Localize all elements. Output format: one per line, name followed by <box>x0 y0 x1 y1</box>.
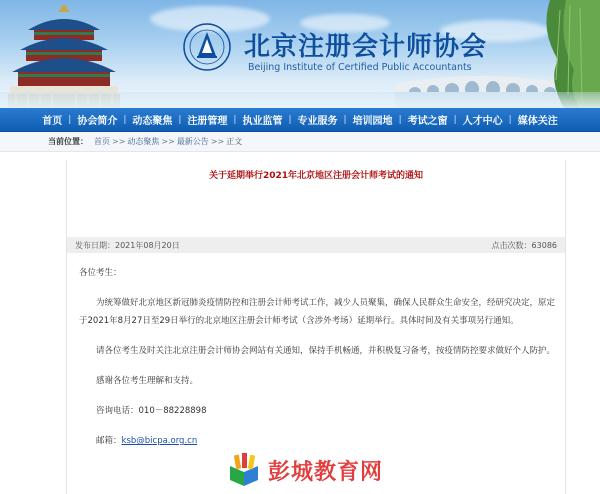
nav-item-training[interactable]: 培训园地 <box>352 116 393 127</box>
greeting: 各位考生： <box>79 268 122 278</box>
view-count: 点击次数：63086 <box>491 240 557 250</box>
nav-item-news[interactable]: 动态聚焦 <box>132 116 173 127</box>
nav-separator: | <box>233 114 237 125</box>
nav-separator: | <box>288 114 292 125</box>
article-meta-bar <box>67 237 565 253</box>
bicpa-logo-icon <box>182 22 232 72</box>
paragraph-2: 请各位考生及时关注北京注册会计师协会网站有关通知，保持手机畅通，并积极复习备考，按疫情防控要求做好个人防护。 <box>96 346 556 356</box>
pencil-book-logo-icon <box>226 452 262 488</box>
breadcrumb-label: 当前位置： <box>48 137 88 146</box>
header-banner <box>0 0 600 108</box>
nav-item-media[interactable]: 媒体关注 <box>517 116 558 127</box>
nav-item-talent[interactable]: 人才中心 <box>462 116 503 127</box>
article-title: 关于延期举行2021年北京地区注册会计师考试的通知 <box>208 171 424 181</box>
lake-water <box>0 92 600 108</box>
paragraph-3: 感谢各位考生理解和支持。 <box>96 376 199 386</box>
contact-email <box>79 432 557 450</box>
main-nav <box>0 108 600 132</box>
site-subtitle: Beijing Institute of Certified Public Accountants <box>248 62 472 73</box>
nav-item-about[interactable]: 协会简介 <box>77 116 118 127</box>
breadcrumb <box>0 132 600 152</box>
breadcrumb-home[interactable]: 首页 <box>94 137 110 146</box>
paragraph-1: 为统筹做好北京地区新冠肺炎疫情防控和注册会计师考试工作，减少人员聚集，确保人民群众生命安全，经研究决定，原定于2021年8月27日至29日举行的北京地区注册会计师考试（含涉外考场）延期举行。具体时间及有关事项另行通知。 <box>79 298 556 326</box>
article-container <box>66 160 566 494</box>
nav-separator: | <box>123 114 127 125</box>
nav-separator: | <box>398 114 402 125</box>
email-link[interactable]: ksb@bicpa.org.cn <box>121 436 198 446</box>
nav-item-services[interactable]: 专业服务 <box>297 116 338 127</box>
breadcrumb-announcements[interactable]: 最新公告 <box>176 137 209 146</box>
email-label: 邮箱： <box>96 436 122 446</box>
breadcrumb-current: 正文 <box>226 137 243 146</box>
nav-item-exam[interactable]: 考试之窗 <box>407 116 448 127</box>
nav-separator: | <box>508 114 512 125</box>
nav-separator: | <box>453 114 457 125</box>
breadcrumb-arrow: >> <box>112 137 126 146</box>
nav-separator: | <box>178 114 182 125</box>
breadcrumb-news[interactable]: 动态聚焦 <box>127 137 160 146</box>
watermark-text: 彭城教育网 <box>268 459 384 485</box>
article-body <box>79 264 557 462</box>
nav-item-supervision[interactable]: 执业监管 <box>242 116 283 127</box>
contact-phone: 咨询电话：010－88228898 <box>96 406 207 416</box>
nav-item-registration[interactable]: 注册管理 <box>187 116 228 127</box>
nav-item-home[interactable]: 首页 <box>42 116 63 127</box>
watermark <box>226 452 383 488</box>
breadcrumb-arrow: >> <box>210 137 225 146</box>
site-title: 北京注册会计师协会 <box>244 32 488 62</box>
breadcrumb-arrow: >> <box>161 137 175 146</box>
publish-date: 发布日期：2021年08月20日 <box>75 240 180 250</box>
nav-separator: | <box>343 114 347 125</box>
nav-separator: | <box>68 114 72 125</box>
